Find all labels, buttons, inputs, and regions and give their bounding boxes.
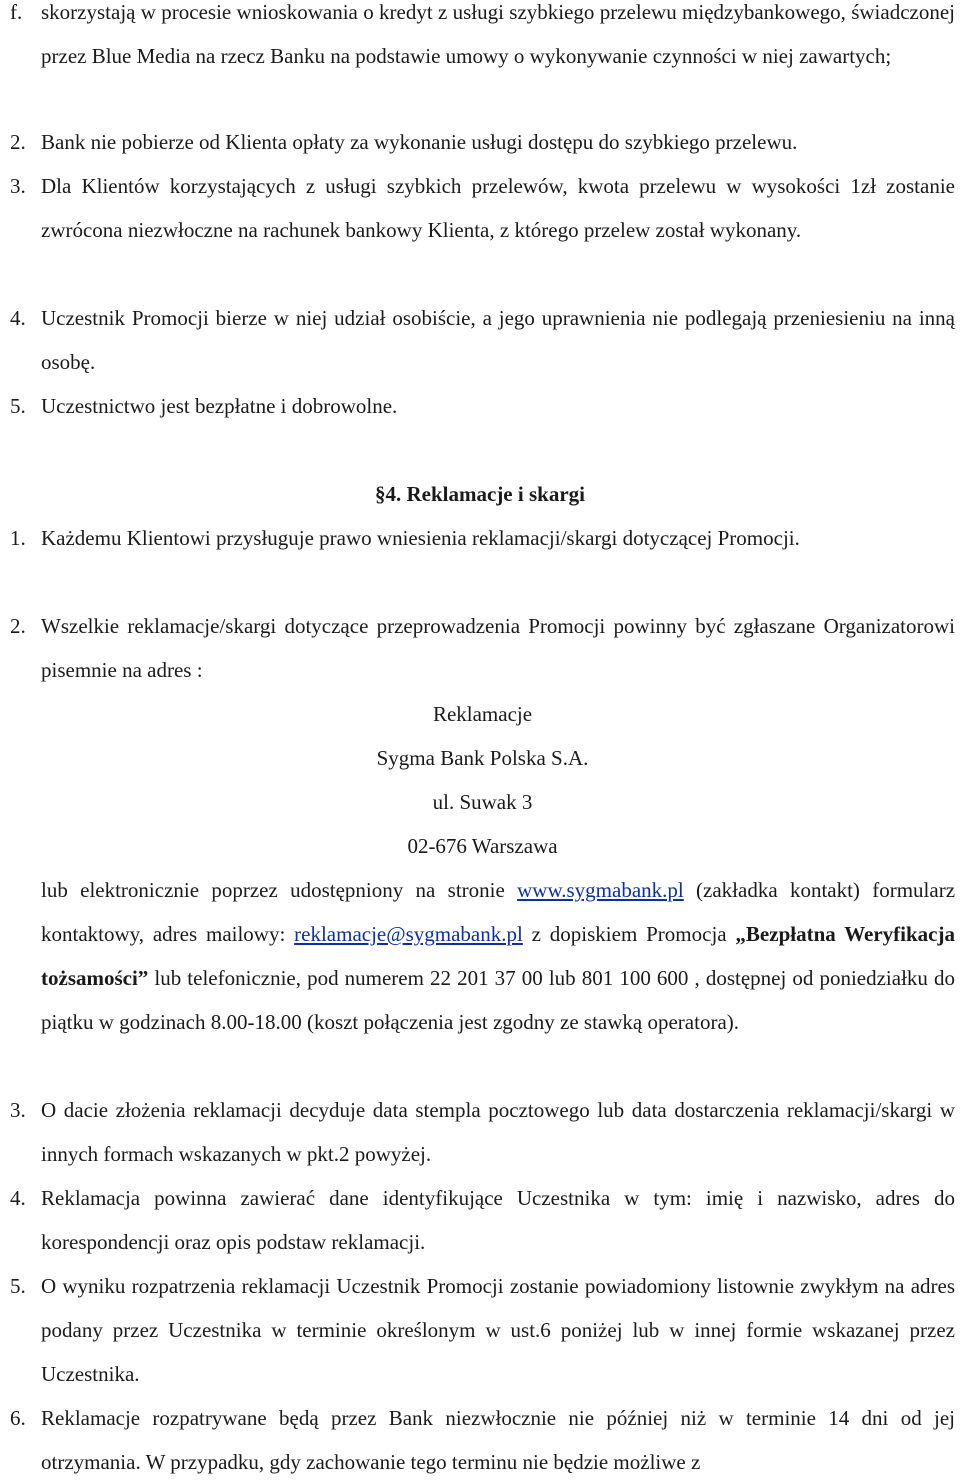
list-marker: 5.: [10, 1274, 26, 1298]
email-link[interactable]: reklamacje@sygmabank.pl: [294, 922, 523, 946]
paragraph-text: Uczestnictwo jest bezpłatne i dobrowolne.: [41, 394, 398, 418]
section-heading: §4. Reklamacje i skargi: [375, 482, 585, 506]
list-marker: 4.: [10, 306, 26, 330]
list-marker: 3.: [10, 174, 26, 198]
list-marker: 4.: [10, 1186, 26, 1210]
list-item-5: [10, 384, 955, 428]
complaint-item-4: [10, 1176, 955, 1264]
paragraph-text: Wszelkie reklamacje/skargi dotyczące przeprowadzenia Promocji powinny być zgłaszane Organizatorowi pisemnie na adres :: [41, 614, 955, 682]
paragraph-text: skorzystają w procesie wnioskowania o kredyt z usługi szybkiego przelewu międzybankowego, świadczonej przez Blue Media na rzecz Banku na podstawie umowy o wykonywanie czynności w niej zawartych;: [41, 0, 955, 68]
address-line: Reklamacje: [432, 702, 533, 726]
list-marker: 2.: [10, 614, 26, 638]
contact-text: lub telefonicznie, pod numerem 22 201 37 00 lub 801 100 600 , dostępnej od poniedziałku do piątku w godzinach 8.00-18.00 (koszt połączenia jest zgodny ze stawką operatora).: [41, 966, 955, 1034]
list-marker: 1.: [10, 526, 26, 550]
paragraph-text: Uczestnik Promocji bierze w niej udział osobiście, a jego uprawnienia nie podlegają przeniesieniu na inną osobę.: [41, 306, 955, 374]
postal-address: [10, 692, 955, 868]
address-line: ul. Suwak 3: [432, 790, 533, 814]
list-marker: 6.: [10, 1406, 26, 1430]
paragraph-text: O wyniku rozpatrzenia reklamacji Uczestnik Promocji zostanie powiadomiony listownie zwykłym na adres podany przez Uczestnika w terminie określonym w ust.6 poniżej lub w innej formie wskazanej przez Uczestnika.: [41, 1274, 955, 1386]
list-marker: 2.: [10, 130, 26, 154]
complaint-item-3: [10, 1088, 955, 1176]
address-line: Sygma Bank Polska S.A.: [376, 746, 589, 770]
list-item-3: [10, 164, 955, 252]
paragraph-text: Reklamacje rozpatrywane będą przez Bank niezwłocznie nie później niż w terminie 14 dni od jej otrzymania. W przypadku, gdy zachowanie tego terminu nie będzie możliwe z: [41, 1406, 955, 1474]
website-link[interactable]: www.sygmabank.pl: [517, 878, 684, 902]
contact-text: z dopiskiem Promocja: [531, 922, 727, 946]
paragraph-text: Reklamacja powinna zawierać dane identyfikujące Uczestnika w tym: imię i nazwisko, adres do korespondencji oraz opis podstaw reklamacji.: [41, 1186, 955, 1254]
complaint-item-5: [10, 1264, 955, 1396]
list-marker: f.: [10, 0, 23, 24]
paragraph-text: Każdemu Klientowi przysługuje prawo wniesienia reklamacji/skargi dotyczącej Promocji.: [41, 526, 800, 550]
complaint-item-6: [10, 1396, 955, 1484]
paragraph-text: Dla Klientów korzystających z usługi szybkich przelewów, kwota przelewu w wysokości 1zł zostanie zwrócona niezwłoczne na rachunek bankowy Klienta, z którego przelew został wykonany.: [41, 174, 955, 242]
list-item-f: [10, 0, 955, 78]
complaint-item-2: [10, 604, 955, 692]
list-marker: 3.: [10, 1098, 26, 1122]
contact-text: (zakładka kontakt) formularz kontaktowy, adres mailowy:: [41, 878, 956, 946]
promotion-name: „Bezpłatna Weryfikacja tożsamości”: [41, 922, 955, 990]
paragraph-text: Bank nie pobierze od Klienta opłaty za wykonanie usługi dostępu do szybkiego przelewu.: [41, 130, 798, 154]
address-line: 02-676 Warszawa: [407, 834, 558, 858]
list-marker: 5.: [10, 394, 26, 418]
complaint-item-1: [10, 516, 955, 560]
paragraph-text: O dacie złożenia reklamacji decyduje data stempla pocztowego lub data dostarczenia reklamacji/skargi w innych formach wskazanych w pkt.2 powyżej.: [41, 1098, 955, 1166]
contact-text: lub elektronicznie poprzez udostępniony na stronie: [41, 878, 505, 902]
paragraph-text: [10, 868, 955, 1044]
list-item-4: [10, 296, 955, 384]
contact-paragraph: [10, 868, 955, 1044]
list-item-2: [10, 120, 955, 164]
